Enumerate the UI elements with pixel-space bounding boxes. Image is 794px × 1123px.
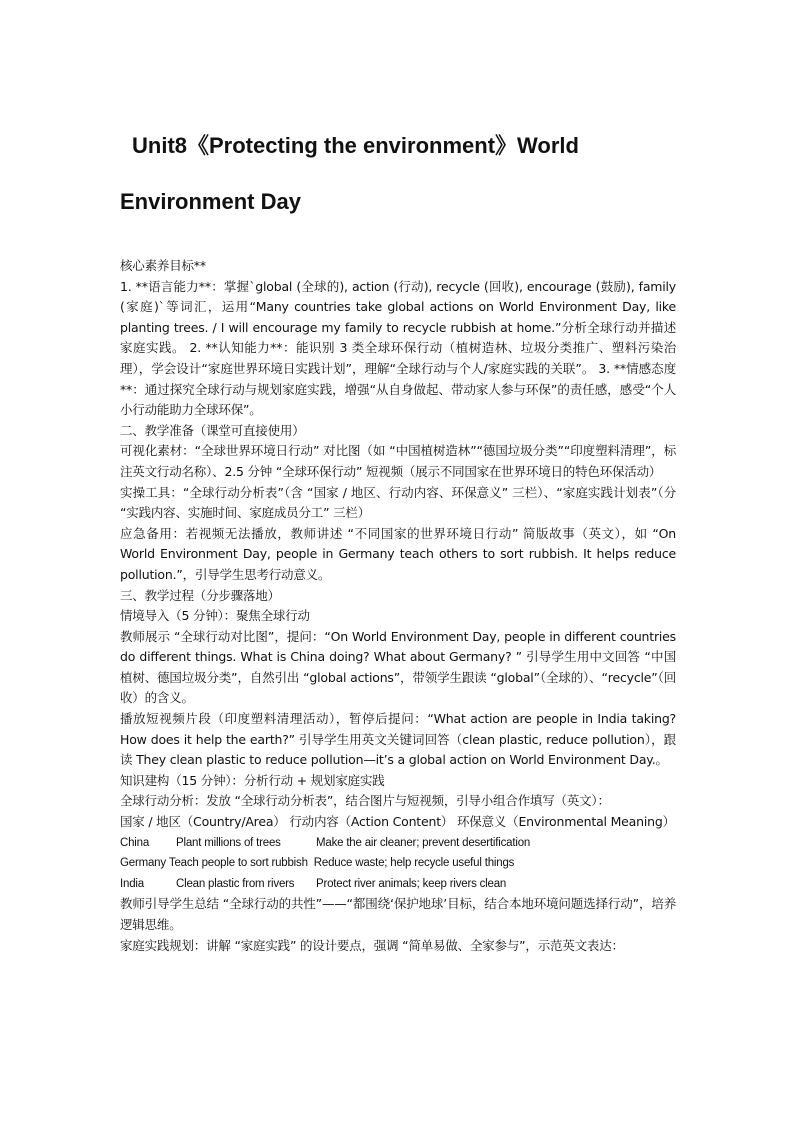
section-heading-preparation: 二、教学准备（课堂可直接使用） (120, 422, 305, 438)
paragraph-tools: 实操工具：“全球行动分析表”（含 “国家 / 地区、行动内容、环保意义” 三栏）、“家庭实践计划表”（分 “实践内容、实施时间、家庭成员分工” 三栏） (120, 484, 676, 521)
paragraph-knowledge-heading: 知识建构（15 分钟）：分析行动 + 规划家庭实践 (120, 772, 385, 788)
table-cell-meaning: Protect river animals; keep rivers clean (316, 877, 507, 890)
table-row (120, 853, 676, 874)
page-title (120, 118, 680, 230)
table-cell-action: Clean plastic from rivers (176, 877, 295, 890)
document-body (120, 256, 676, 956)
paragraph-intro-video: 播放短视频片段（印度塑料清理活动），暂停后提问：“What action are people in India taking? How does it help the earth?” 引导学生用英文关键词回答（clean plastic, reduce pollution），跟读 They clean plastic to reduce pollution—it’s a global action on World Environment Day.。 (120, 711, 676, 768)
table-cell-country: China (120, 836, 150, 849)
table-cell-country: India (120, 877, 144, 890)
table-cell-action: Teach people to sort rubbish (168, 857, 308, 870)
title-line-1: Unit8《Protecting the environment》World (132, 133, 579, 158)
paragraph-backup: 应急备用：若视频无法播放，教师讲述 “不同国家的世界环境日行动” 简版故事（英文），如 “On World Environment Day, people in Germany teach others to sort rubbish. It helps reduce pollution.”，引导学生思考行动意义。 (120, 525, 676, 582)
paragraph-goals: 1. **语言能力**：掌握`global (全球的), action (行动), recycle (回收), encourage (鼓励), family (家庭)`等词汇，运用“Many countries take global actions on World Environment Day, like planting trees. / I will encourage my family to recycle rubbish at home.”分析全球行动并描述家庭实践。 2. **认知能力**：能识别 3 类全球环保行动（植树造林、垃圾分类推广、塑料污染治理），学会设计“家庭世界环境日实践计划”，理解“全球行动与个人/家庭实践的关联”。 3. **情感态度**：通过探究全球行动与规划家庭实践，增强“从自身做起、带动家人参与环保”的责任感，感受“个人小行动能助力全球环保”。 (120, 278, 676, 418)
paragraph-intro-teacher: 教师展示 “全球行动对比图”，提问：“On World Environment Day, people in different countries do different things. What is China doing? What about Germany? ” 引导学生用中文回答 “中国植树、德国垃圾分类”，自然引出 “global actions”，带领学生跟读 “global”（全球的）、“recycle”（回收）的含义。 (120, 628, 676, 706)
paragraph-intro-heading: 情境导入（5 分钟）：聚焦全球行动 (120, 608, 310, 624)
paragraph-visual-materials: 可视化素材：“全球世界环境日行动” 对比图（如 “中国植树造林”“德国垃圾分类”“印度塑料清理”，标注英文行动名称）、2.5 分钟 “全球环保行动” 短视频（展示不同国家在世界环境日的特色环保活动） (120, 443, 676, 479)
section-heading-process: 三、教学过程（分步骤落地） (120, 587, 280, 603)
paragraph-family-plan: 家庭实践规划：讲解 “家庭实践” 的设计要点，强调 “简单易做、全家参与”，示范英文表达： (120, 937, 624, 953)
table-row (120, 833, 676, 854)
paragraph-summary: 教师引导学生总结 “全球行动的共性”——“都围绕‘保护地球’目标，结合本地环境问题选择行动”，培养逻辑思维。 (120, 896, 676, 932)
table-header: 国家 / 地区（Country/Area） 行动内容（Action Content） 环保意义（Environmental Meaning） (120, 814, 675, 830)
section-heading-goals: 核心素养目标** (120, 258, 206, 273)
table-cell-country: Germany (120, 857, 166, 870)
table-cell-action: Plant millions of trees (176, 836, 281, 849)
paragraph-analysis: 全球行动分析：发放 “全球行动分析表”，结合图片与短视频，引导小组合作填写（英文）： (120, 793, 610, 809)
table-cell-meaning: Make the air cleaner; prevent desertification (316, 836, 531, 849)
table-row (120, 874, 676, 895)
table-cell-meaning: Reduce waste; help recycle useful things (313, 857, 515, 870)
title-line-2: Environment Day (120, 189, 301, 214)
